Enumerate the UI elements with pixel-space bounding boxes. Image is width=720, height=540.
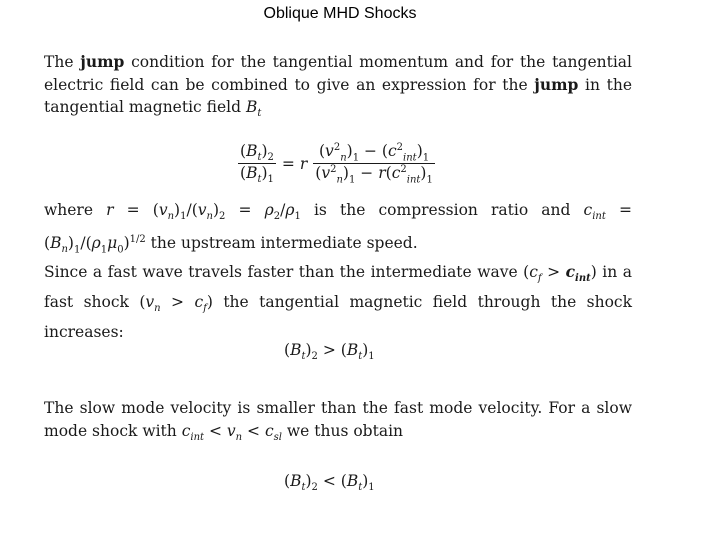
tangential-field-jump-equation: $\frac{(B_t)_2}{(B_t)_1}$ = r $\frac{(v^2_n)_1 - (c^2_{int})_1}{(v^2_n)_1 - r(c^2_{int})_1}$ [240,142,433,186]
fast-shock-inequality: $(B_t)_2 > (B_t)_1$ [284,341,375,363]
slow-shock-inequality: $(B_t)_2 < (B_t)_1$ [284,472,375,494]
slide-title: Oblique MHD Shocks [263,5,417,22]
slow-shock-paragraph: The slow mode velocity is smaller than the fast mode velocity. For a slow mode shock with $c_{int} < v_n < c_{sl}$ we thus obtain [44,399,632,443]
compression-ratio-paragraph: where $r = (v_n)_1/(v_n)_2 = \rho_2/\rho_1$ is the compression ratio and $c_{int} = (B_n)_1/(\rho_1\mu_0)^{1/2}$ the upstream intermediate speed. Since a fast wave travels faster than the intermediate wave $(c_f > c_{int})$ in a fast shock $(v_n > c_f)$ the tangential magnetic field through the shock increases: [44,201,633,341]
intro-paragraph: The jump condition for the tangential momentum and for the tangential electric field can be combined to give an expression for the jump in the tangential magnetic field $B_t$ [44,52,632,120]
